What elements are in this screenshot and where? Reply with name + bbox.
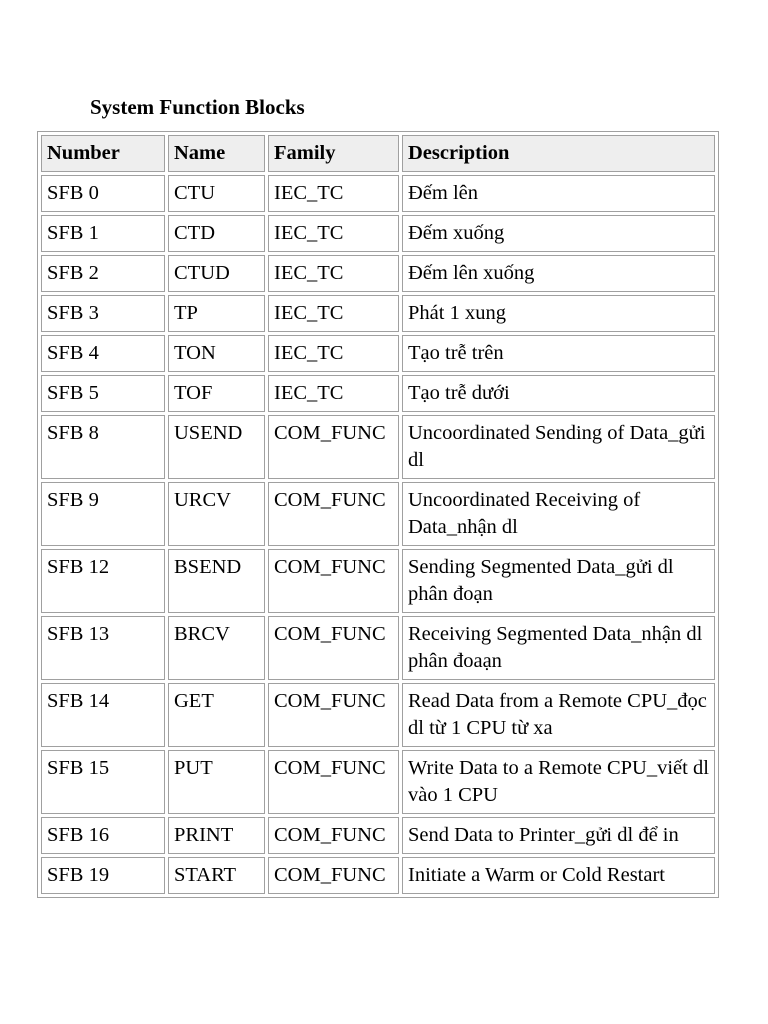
table-row xyxy=(41,549,715,613)
cell-number: SFB 2 xyxy=(41,255,165,292)
cell-name: BSEND xyxy=(168,549,265,613)
cell-number: SFB 5 xyxy=(41,375,165,412)
table-row xyxy=(41,817,715,854)
cell-number: SFB 4 xyxy=(41,335,165,372)
cell-description: Write Data to a Remote CPU_viết dl vào 1 CPU xyxy=(402,750,715,814)
table-row xyxy=(41,482,715,546)
cell-family: IEC_TC xyxy=(268,175,399,212)
table-row xyxy=(41,335,715,372)
cell-name: CTUD xyxy=(168,255,265,292)
cell-name: TP xyxy=(168,295,265,332)
cell-description: Phát 1 xung xyxy=(402,295,715,332)
cell-family: COM_FUNC xyxy=(268,817,399,854)
cell-number: SFB 9 xyxy=(41,482,165,546)
table-row xyxy=(41,616,715,680)
cell-name: URCV xyxy=(168,482,265,546)
cell-name: BRCV xyxy=(168,616,265,680)
cell-name: CTU xyxy=(168,175,265,212)
cell-description: Uncoordinated Sending of Data_gửi dl xyxy=(402,415,715,479)
table-body xyxy=(41,175,715,894)
table-row xyxy=(41,857,715,894)
cell-number: SFB 19 xyxy=(41,857,165,894)
column-header-name: Name xyxy=(168,135,265,172)
cell-number: SFB 15 xyxy=(41,750,165,814)
cell-name: PUT xyxy=(168,750,265,814)
cell-number: SFB 1 xyxy=(41,215,165,252)
cell-family: COM_FUNC xyxy=(268,750,399,814)
cell-description: Đếm xuống xyxy=(402,215,715,252)
page-heading: System Function Blocks xyxy=(90,95,305,119)
column-header-family: Family xyxy=(268,135,399,172)
cell-family: COM_FUNC xyxy=(268,549,399,613)
table-row xyxy=(41,415,715,479)
cell-number: SFB 14 xyxy=(41,683,165,747)
cell-description: Uncoordinated Receiving of Data_nhận dl xyxy=(402,482,715,546)
cell-number: SFB 0 xyxy=(41,175,165,212)
cell-name: USEND xyxy=(168,415,265,479)
cell-name: START xyxy=(168,857,265,894)
cell-number: SFB 12 xyxy=(41,549,165,613)
table-header-row xyxy=(41,135,715,172)
cell-name: PRINT xyxy=(168,817,265,854)
cell-family: COM_FUNC xyxy=(268,415,399,479)
cell-number: SFB 16 xyxy=(41,817,165,854)
cell-number: SFB 13 xyxy=(41,616,165,680)
table-row xyxy=(41,295,715,332)
cell-family: COM_FUNC xyxy=(268,683,399,747)
cell-number: SFB 3 xyxy=(41,295,165,332)
table-row xyxy=(41,175,715,212)
cell-family: COM_FUNC xyxy=(268,616,399,680)
table-row xyxy=(41,215,715,252)
table-row xyxy=(41,750,715,814)
cell-family: IEC_TC xyxy=(268,255,399,292)
column-header-number: Number xyxy=(41,135,165,172)
cell-name: TON xyxy=(168,335,265,372)
cell-family: COM_FUNC xyxy=(268,482,399,546)
cell-name: TOF xyxy=(168,375,265,412)
cell-family: IEC_TC xyxy=(268,375,399,412)
table-row xyxy=(41,255,715,292)
cell-description: Đếm lên xuống xyxy=(402,255,715,292)
cell-description: Read Data from a Remote CPU_đọc dl từ 1 CPU từ xa xyxy=(402,683,715,747)
cell-family: IEC_TC xyxy=(268,335,399,372)
cell-description: Sending Segmented Data_gửi dl phân đoạn xyxy=(402,549,715,613)
cell-description: Tạo trễ trên xyxy=(402,335,715,372)
cell-family: COM_FUNC xyxy=(268,857,399,894)
cell-description: Đếm lên xyxy=(402,175,715,212)
cell-description: Tạo trễ dưới xyxy=(402,375,715,412)
cell-description: Receiving Segmented Data_nhận dl phân đoaạn xyxy=(402,616,715,680)
cell-family: IEC_TC xyxy=(268,295,399,332)
cell-number: SFB 8 xyxy=(41,415,165,479)
column-header-description: Description xyxy=(402,135,715,172)
cell-family: IEC_TC xyxy=(268,215,399,252)
table-row xyxy=(41,683,715,747)
table-row xyxy=(41,375,715,412)
cell-description: Initiate a Warm or Cold Restart xyxy=(402,857,715,894)
cell-description: Send Data to Printer_gửi dl để in xyxy=(402,817,715,854)
cell-name: CTD xyxy=(168,215,265,252)
sfb-table xyxy=(37,131,719,898)
cell-name: GET xyxy=(168,683,265,747)
